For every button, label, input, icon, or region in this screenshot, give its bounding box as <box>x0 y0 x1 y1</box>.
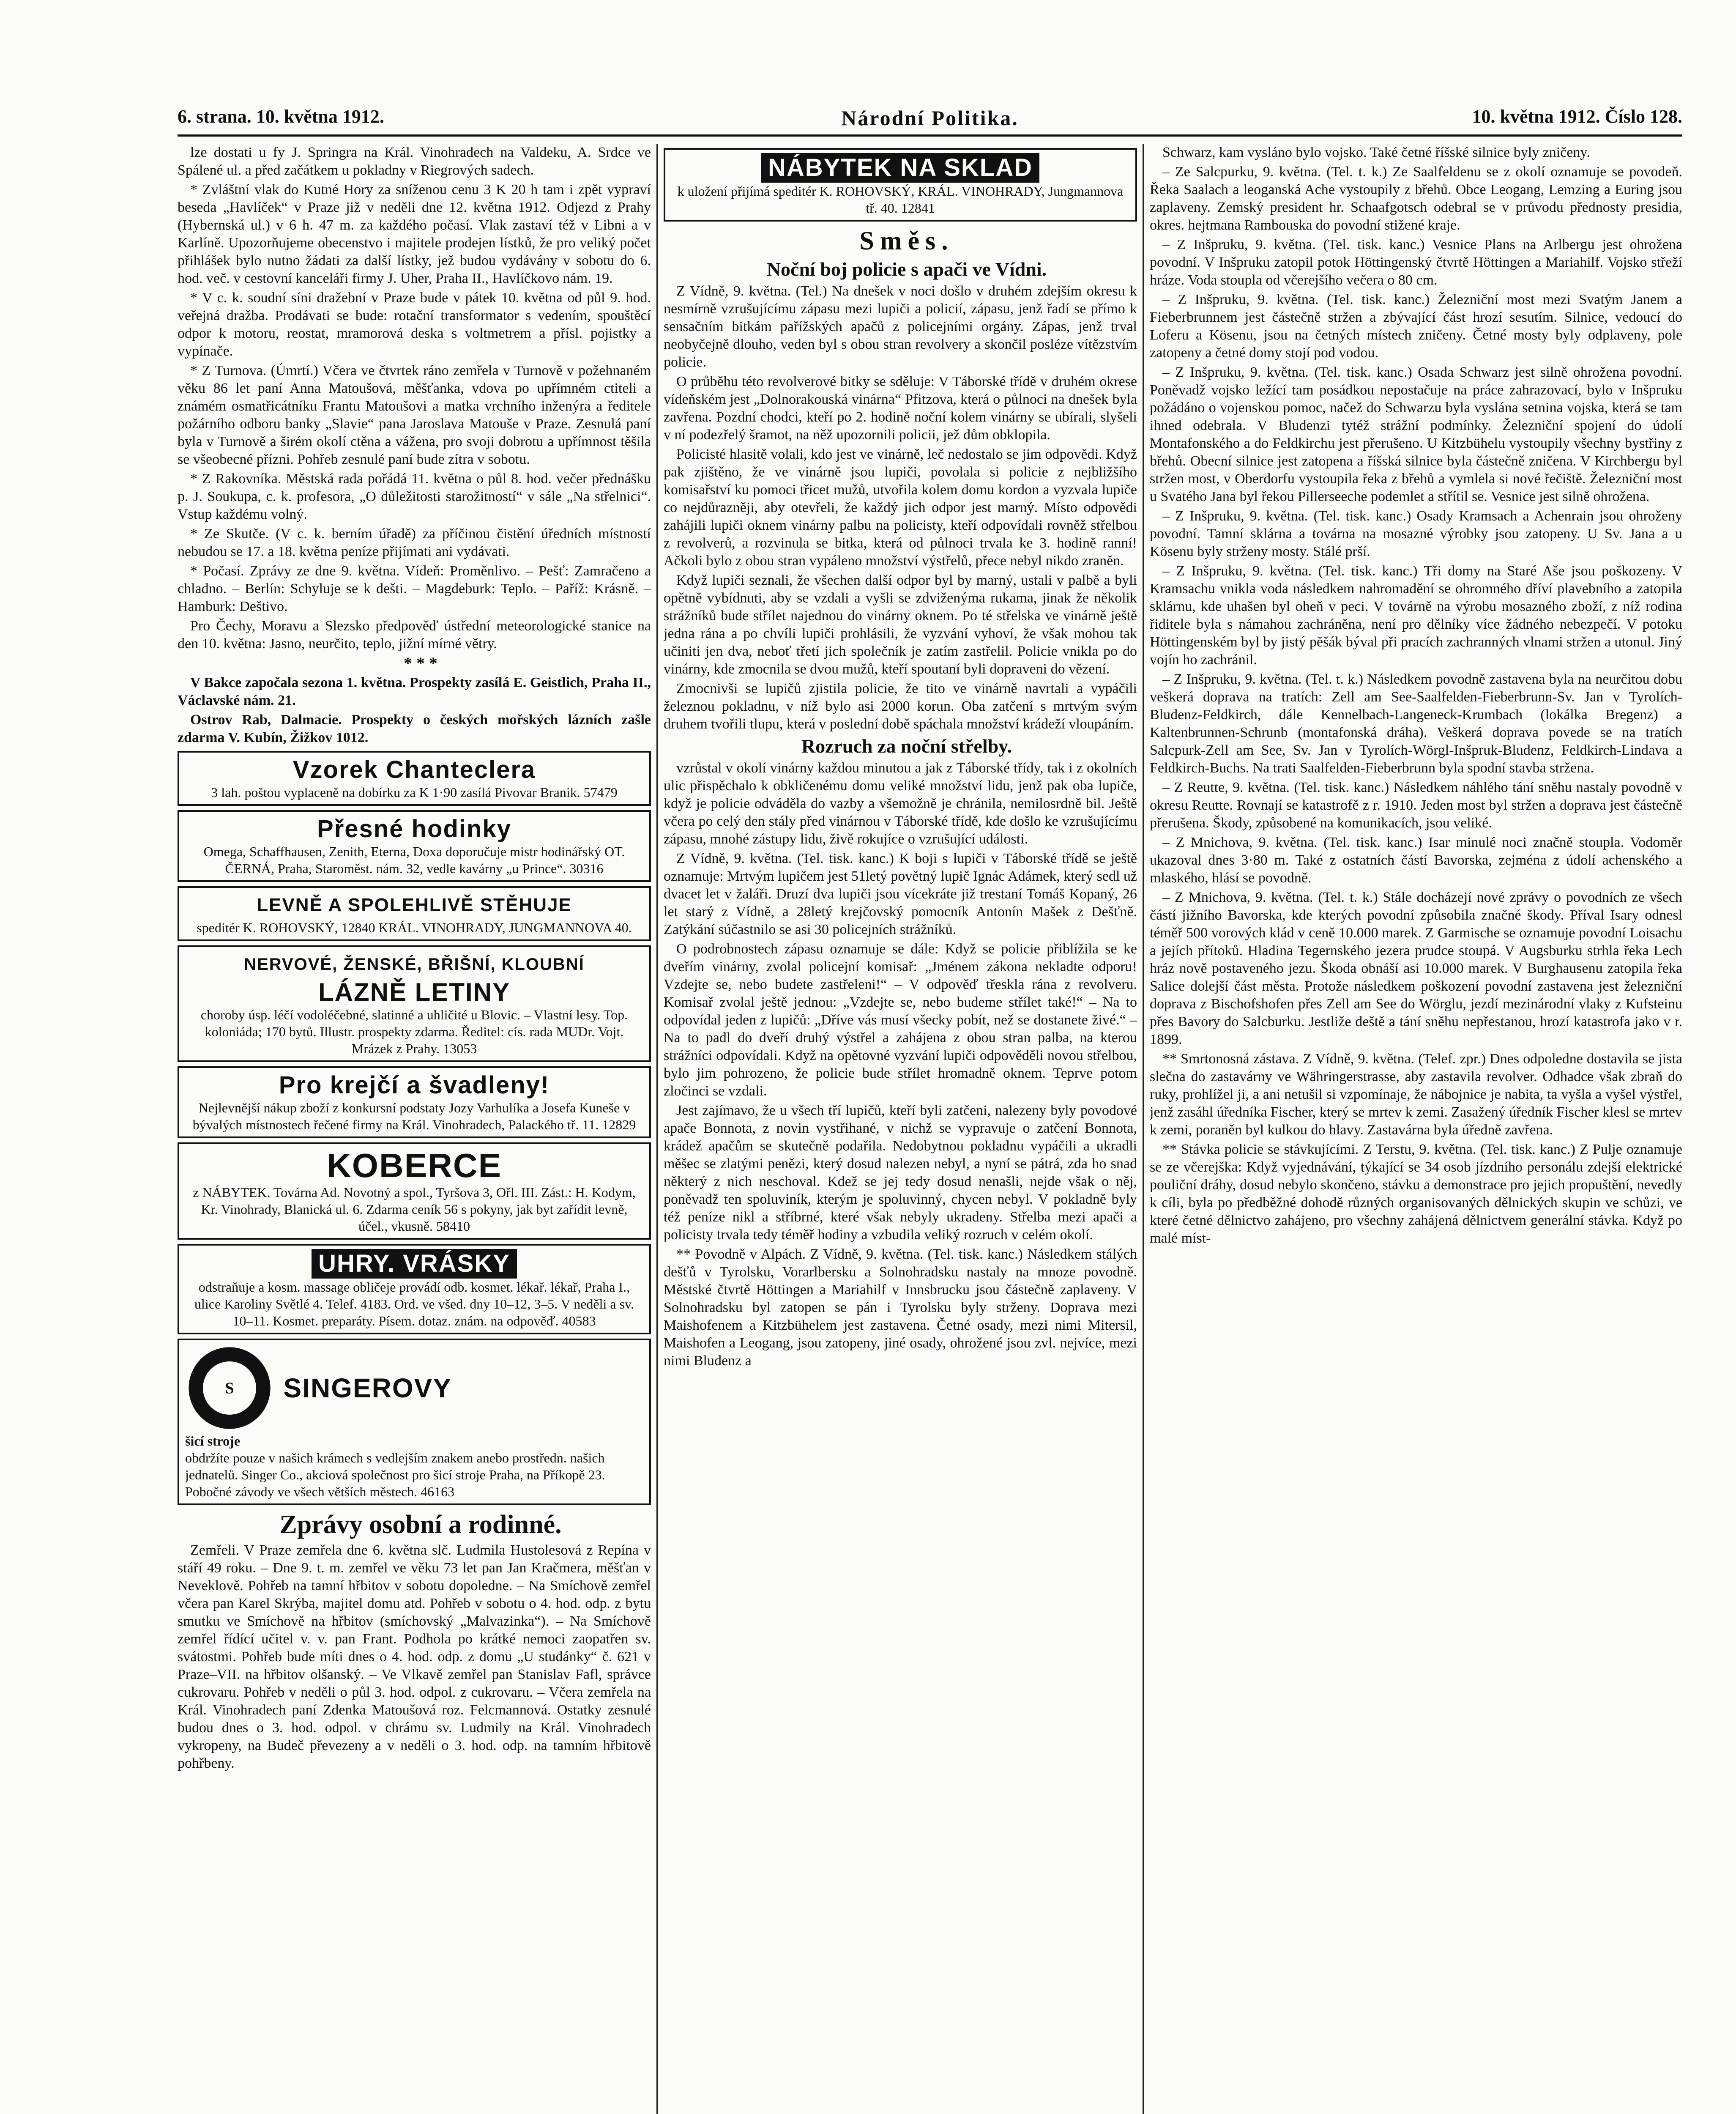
page-header <box>178 106 1682 131</box>
paragraph: Z Vídně, 9. května. (Tel.) Na dnešek v noci došlo v druhém zdejším okresu k nesmírně vzrušujícímu zápasu mezi lupiči a policií, zápasu, jenž řadí se přímo k sensačním bitkám pařížských apačů z policejními orgány. Zápas, jenž trval neobyčejně dlouho, veden byl s obou stran revolvery a skončil posléze vítězstvím policie. <box>664 283 1137 370</box>
separator: * * * <box>404 654 437 673</box>
paragraph: V Bakce započala sezona 1. května. Prospekty zasílá E. Geistlich, Praha II., Václavské nám. 21. <box>178 675 651 708</box>
column-1 <box>178 144 651 2114</box>
paragraph: – Z Mnichova, 9. května. (Tel. tisk. kanc.) Isar minulé noci značně stoupla. Vodoměr ukazoval dnes 3·80 m. Také z ostatních částí Bavorska, zejména z údolí achenského a mlaského, hlásí se povodně. <box>1150 835 1682 886</box>
paragraph: ** Smrtonosná zástava. Z Vídně, 9. května. (Telef. zpr.) Dnes odpoledne dostavila se jista slečna do zastavárny ve Währingerstrasse, aby zastavila revolver. Odhadce však zbraň do ruky, prohlížel ji, a ani netušil si vzpomínaje, že nábojnice je nabita, ta vyšla a vyšel výstřel, jenž zasáhl úředníka Fischer, který se mrtev k zemi. Zasažený úředník Fischer klesl se mrtev k zemi, poraněn byl kulkou do hlavy. Zastavárna byla úředně zavřena. <box>1150 1051 1682 1138</box>
paragraph: – Z Inšpruku, 9. května. (Tel. tisk. kanc.) Osada Schwarz jest silně ohrožena povodní. Poněvadž vojsko ležící tam posádkou nepostačuje na práce zahrazovací, bylo v Inšpruku požádáno o vojenskou pomoc, načež do Schwarzu byla vyslána setnina vojska, která se tam ihned odebrala. V Bludenzi tytéž strážní podmínky. Železniční spojení do údolí Montafonského a do Feldkirchu jest přerušeno. U Kitzbühelu vystoupily všechny bystřiny z břehů. Obecní silnice jest zatopena a říšská silnice byla částečně zničena. V Kirchbergu byl stržen most, v Oberdorfu vystoupila řeka z břehů a vymlela si nové řečiště. Železniční most u Svatého Jana byl řekou Pillerseeche podemlet a střítil se. Vesnice jest silně ohrožena. <box>1150 364 1682 504</box>
column-2 <box>664 144 1137 2114</box>
advertisement-tailors <box>178 1066 651 1138</box>
advertisement-singer <box>178 1339 651 1505</box>
column-3 <box>1150 144 1682 2114</box>
ad-subtitle: šicí stroje <box>185 1433 241 1449</box>
advertisement-cosmetics <box>178 1244 651 1334</box>
header-issue: 10. května 1912. Číslo 128. <box>1472 106 1682 127</box>
advertisement-carpets <box>178 1142 651 1240</box>
article-subheading: Rozruch za noční střelby. <box>801 735 1012 757</box>
ad-title: Pro krejčí a švadleny! <box>279 1071 550 1099</box>
article-heading: Noční boj policie s apači ve Vídni. <box>766 258 1047 280</box>
ad-title: SINGEROVY <box>283 1373 452 1403</box>
ad-title: LEVNĚ A SPOLEHLIVĚ STĚHUJE <box>257 895 572 915</box>
ad-title: NÁBYTEK NA SKLAD <box>761 153 1039 183</box>
paragraph: – Z Inšpruku, 9. května. (Tel. t. k.) Následkem povodně zastavena byla na neurčitou dobu veškerá doprava na tratích: Zell am See-Saalfelden-Fieberbrunn-Sv. Jan v Tyrolích-Bludenz-Feldkirch, dále Kennelbach-Langeneck-Krumbach (lokálka Bregenz) a Kaltenbrunnen-Schrunb (montafonská dráha). Veškerá doprava povede se na tratích Salcpurk-Zell am See, Sv. Jan v Tyrolích-Wörgl-Inšpruk-Bludenz, Feldkirch-Lindava a Feldkirch-Buchs. Na trati Saalfelden-Fieberbrunn byla spodní stavba stržena. <box>1150 671 1682 776</box>
paragraph: * V c. k. soudní síni dražební v Praze bude v pátek 10. května od půl 9. hod. veřejná dražba. Prodávati se bude: rotační transformator s vedením, spouštěcí odpor k motoru, reostat, mramorová deska s voltmetrem a přísl. pojistky a vypínače. <box>178 290 651 359</box>
paragraph: lze dostati u fy J. Springra na Král. Vinohradech na Valdeku, A. Srdce ve Spálené ul. a před začátkem u pokladny v Riegrových sadech. <box>178 145 651 178</box>
paragraph: – Z Reutte, 9. května. (Tel. tisk. kanc.) Následkem náhlého tání sněhu nastaly povodně v okresu Reutte. Rovnají se katastrofě z r. 1910. Jeden most byl stržen a doprava jest částečně přerušena. Škody, způsobené na komunikacích, jsou veliké. <box>1150 780 1682 831</box>
advertisement-watches <box>178 810 651 882</box>
paragraph: * Z Turnova. (Úmrtí.) Včera ve čtvrtek ráno zemřela v Turnově v požehnaném věku 86 let paní Anna Matoušová, měšťanka, vdova po upřímném ctiteli a známém osmatřicátníku Frantu Matoušovi a matka vrchního inženýra a ředitele požárního odboru banky „Slavie“ pana Jaroslava Matouše v Praze. Zesnulá paní byla v Turnově a širém okolí ctěna a vážena, pro svoji dobrotu a upřímnost těšila se všeobecné přízni. Pohřeb zesnulé paní bude zítra v sobotu. <box>178 363 651 467</box>
section-heading: Zprávy osobní a rodinné. <box>279 1510 562 1539</box>
paragraph: Jest zajímavo, že u všech tří lupičů, kteří byli zatčeni, nalezeny byly povodové apače Bonnota, z novin vystřihané, v nichž se vypravuje o zatčení Bonnota, krádež apačům se skutečně podařila. Nedobytnou pokladnu vypáčili a ukradli měšec se zlatými penězi, který dosud nalezen nebyl, a nyní se pátrá, zda ho snad některý z nich neschoval. Kdež se jej tedy dosud nenašli, nejde však o něj, poněvadž ten spoluviník, kterým je spoluvinný, chycen nebyl. V pokladně byly též peníze nikl a stříbrné, které však nebyly ukradeny. Střelba mezi apači a policisty trvala tedy téměř hodiny a vzbudila veliký rozruch v celém okolí. <box>664 1103 1137 1243</box>
ad-title: Vzorek Chanteclera <box>293 756 536 783</box>
paragraph: – Ze Salcpurku, 9. května. (Tel. t. k.) Ze Saalfeldenu se z okolí oznamuje se povodeň. Řeka Saalach a leoganská Ache vystoupily z břehů. Obce Leogang, Lemzing a Euring jsou zaplaveny. Zemský president hr. Schaafgotsch odebral se v průvodu přednosty presidia, okres. hejtmana Rambouska do povodní stižené kraje. <box>1150 164 1682 233</box>
paragraph: Z Vídně, 9. května. (Tel. tisk. kanc.) K boji s lupiči v Táborské třídě se ještě oznamuje: Mrtvým lupičem jest 51letý povětný lupič Ignác Adámek, který sedl už dvacet let v žaláři. Druzí dva lupiči jsou vícekráte již trestaní Tomáš Kopaný, 26 let starý z Vídně, a 28letý krejčovský pomocník Antonín Mašek z Dešťně. Zatýkání súčastnilo se asi 30 policejních strážníků. <box>664 851 1137 937</box>
paragraph: Zemřeli. V Praze zemřela dne 6. května slč. Ludmila Hustolesová z Repína v stáří 49 roku. – Dne 9. t. m. zemřel ve věku 73 let pan Jan Kračmera, měšťan v Neveklově. Pohřeb na tamní hřbitov v sobotu dopoledne. – Na Smíchově zemřel včera pan Karel Skrýba, majitel domu atd. Pohřeb v sobotu o 4. hod. odp. z bytu smutku ve Smíchově na hřbitov (smíchovský „Malvazinka“). – Na Smíchově zemřel řídící učitel v. v. pan Frant. Podhola po krátké nemoci zaopatřen sv. svátostmi. Pohřeb bude míti dnes o 4. hod. odp. z domu „U studánky“ č. 621 v Praze–VII. na hřbitov olšanský. – Ve Vlkavě zemřel pan Stanislav Fafl, správce cukrovaru. Pohřeb v neděli o půl 3. hod. odpol. z cukrovaru. – Včera zemřela na Král. Vinohradech paní Zdenka Matoušová roz. Felcmannová. Ostatky zesnulé budou dnes o 3. hod. odpol. v chrámu sv. Ludmily na Král. Vinohradech vykropeny, na Budeč převezeny a v neděli o 3. hod. odp. na tamním hřbitově pohřbeny. <box>178 1542 651 1771</box>
paragraph: Schwarz, kam vysláno bylo vojsko. Také četné říšské silnice byly zničeny. <box>1162 145 1590 160</box>
ad-text: 3 lah. poštou vyplaceně na dobírku za K 1·90 zasílá Pivovar Branik. 57479 <box>211 785 618 800</box>
paragraph: ** Povodně v Alpách. Z Vídně, 9. května. (Tel. tisk. kanc.) Následkem stálých dešťů v Tyrolsku, Vorarlbersku a Solnohradsku nastaly na mnoze povodně. Městské čtvrtě Höttingen a Mariahilf v Innsbrucku jsou částečně zaplaveny. V Solnohradsku byl zatopen se pán i Tyrolsku byly strženy. Doprava mezi Maishofenem a Kitzbühelem jest zastavena. Četné osady, mezi nimi Mitersil, Maishofen a Leogang, jsou zatopeny, jiné osady, ohrožené jsou zvl. nejvíce, mezi nimi Bludenz a <box>664 1246 1137 1369</box>
ad-text: z NÁBYTEK. Továrna Ad. Novotný a spol., Tyršova 3, Ořl. III. Zást.: H. Kodym, Kr. Vinohrady, Blanická ul. 6. Zdarma ceník 56 s pokyny, jak byt zařídit levně, účel., vkusně. 58410 <box>193 1185 636 1234</box>
paragraph: vzrůstal v okolí vinárny každou minutou a jak z Táborské třídy, tak i z okolních ulic přispěchalo k obkličenému domu veliké množství lidu, jenž pak oba lupiče, když je policie odváděla do vazby a všemožně je chránila, nemilosrdně bil. Ještě včera po celý den stály před vinárnou v Táborské třídě, kde došlo ke vzrušujícímu zápasu, mnohé zástupy lidu, živě rokujíce o vzrušující události. <box>664 760 1137 847</box>
header-masthead: Národní Politika. <box>841 106 1019 130</box>
ad-text: odstraňuje a kosm. massage obličeje provádí odb. kosmet. lékař. lékař, Praha I., ulice Karoliny Světlé 4. Telef. 4183. Ord. ve všed. dny 10–12, 3–5. V neděli a sv. 10–11. Kosmet. preparáty. Písem. dotaz. znám. na odpověď. 40583 <box>194 1279 634 1328</box>
header-page-date: 6. strana. 10. května 1912. <box>178 106 384 127</box>
ad-text: obdržíte pouze v našich krámech s vedlejším znakem anebo prostředn. našich jednatelů. Singer Co., akciová společnost pro šicí stroje Praha, na Příkopě 23. Pobočné závody ve všech větších městech. 46163 <box>185 1450 605 1499</box>
ad-text: Nejlevnější nákup zboží z konkursní podstaty Jozy Varhulíka a Josefa Kuneše v bývalých místnostech řečené firmy na Král. Vinohradech, Palackého tř. 11. 12829 <box>192 1100 636 1132</box>
column-divider <box>656 144 658 2114</box>
paragraph: Když lupiči seznali, že všechen další odpor byl by marný, ustali v palbě a byli opětně vybídnuti, aby se vzdali a vyšli se zdviženýma rukama, jinak že několik strážníků bude střílet najednou do vinárny oknem. Po té střelska ve vinárně ještě jedna rána a po chvíli lupiči prohlásili, že vyzvání vyhoví, že však mohou tak učiniti jen dva, neboť třetí jich společník je zatím zastřelil. Policie vnikla po do vinárny, kde zmocnila se dvou mužů, kteří spoutaní byli dopraveni do vězení. <box>664 572 1137 677</box>
advertisement-spa <box>178 945 651 1062</box>
ad-subtitle: LÁZNĚ LETINY <box>318 978 510 1006</box>
paragraph: O podrobnostech zápasu oznamuje se dále: Když se policie přiblížila se ke dveřím vinárny, zvolal policejní komisař: „Jménem zákona nekladte odporu! Vzdejte se, nebo budete zastřeleni!“ – V odpověď třeskla rána z revolveru. Komisař zvolal ještě jednou: „Vzdejte se, nebo budeme střílet také!“ – Na to odpovídal jeden z lupičů: „Dříve vás musí všecky pobít, než se dostanete živé.“ – Na to padl do dveří druhý výstřel a zahájena z obou stran palba, na kterou strážníci odpovídali. Když na opětovné vyzvání lupiči odpověděli novou střelbou, bylo jim pohrozeno, že policie bude střílet hromadně oknem. Teprve potom zločinci se vzdali. <box>664 941 1137 1099</box>
paragraph: Policisté hlasitě volali, kdo jest ve vinárně, leč nedostalo se jim odpovědi. Když pak zjištěno, že ve vinárně jsou lupiči, povolala si policie z nejbližšího komisařství ku pomoci třicet mužů, utvořila kolem domu kordon a vyzvala lupiče co nejdůrazněji, aby otevřeli, že každý jich odpor jest marný. Místo odpovědi zahájili lupiči oknem vinárny palbu na policisty, kteří odpovídali rovněž střelbou z revolverů, a rozvinula se bitka, která od půlnoci trvala ke 3. hodině ranní! Ačkoli bylo z obou stran vypáleno množství výstřelů, přece nebyl nikdo zraněn. <box>664 446 1137 569</box>
section-title: Směs. <box>859 227 954 255</box>
advertisement-chantecler <box>178 751 651 806</box>
column-divider <box>1143 144 1144 2114</box>
ad-text: k uložení přijímá speditér K. ROHOVSKÝ, KRÁL. VINOHRADY, Jungmannova tř. 40. 12841 <box>677 183 1124 216</box>
ad-title: UHRY. VRÁSKY <box>312 1249 517 1279</box>
paragraph: O průběhu této revolverové bitky se sděluje: V Táborské třídě v druhém okrese vídeňském jest „Dolnorakouská vinárna“ Pfitzova, která o půlnoci na dnešek byla zavřena. Pozdní chodci, kteří po 2. hodině noční kolem vinárny se ubírali, slyšeli v ní podezřelý šramot, na něž upozornili policii, jež dům obklopila. <box>664 374 1137 443</box>
paragraph: * Ze Skutče. (V c. k. berním úřadě) za příčinou čistění úředních místností nebudou se 17. a 18. května peníze přijímati ani vydávati. <box>178 526 651 559</box>
paragraph: * Zvláštní vlak do Kutné Hory za sníženou cenu 3 K 20 h tam i zpět vypraví beseda „Havlíček“ v Praze již v neděli dne 12. května 1912. Odjezd z Prahy (Hybernská ul.) v 6 h. 47 m. za každého počasí. Vlak zastaví též v Libni a v Karlíně. Upozorňujeme obecenstvo i majitele prodejen lístků, že pro veliký počet přihlášek bylo nutno žádati za další lístky, jež budou vydávány v sobotu do 6. hod. več. v cestovní kanceláři firmy J. Uher, Praha II., Havlíčkovo nám. 19. <box>178 182 651 286</box>
paragraph: ** Stávka policie se stávkujícími. Z Terstu, 9. května. (Tel. tisk. kanc.) Z Pulje oznamuje se ze včerejška: Když vyjednávání, týkající se 34 osob jízdního personálu zdejší elektrické pouliční dráhy, dosud nebylo skončeno, stávku a demonstrace pro jejich propuštění, nevedly k cíli, byla po předběžné dohodě různých organisovaných dělnických skupin ve schůzi, ve které četné dělnictvo zahájeno, pro všechny zahájená dělnictvem generální stávka. Když po malé míst- <box>1150 1142 1682 1246</box>
paragraph: – Z Inšpruku, 9. května. (Tel. tisk. kanc.) Tři domy na Staré Aše jsou poškozeny. V Kramsachu vnikla voda následkem nahromadění se ohromného dříví plavebního a zatopila sklárnu, kde uhašen byl oheň v peci. V továrně na výrobu mosazného zboží, z níž rodina řiditele byla s námahou zachráněna, není pro dělníky více žádného nebezpečí. V potoku Höttingenském byl by jistý pěšák býval při pracích zachranných vlnami stržen a utonul. Jiný vojín ho zachránil. <box>1150 563 1682 668</box>
paragraph: – Z Inšpruku, 9. května. (Tel. tisk. kanc.) Železniční most mezi Svatým Janem a Fieberbrunnem jest částečně stržen a zbývající část hrozí sesutím. Silnice, vedoucí do Loferu a Kösenu, jsou na četných místech zničeny. Četné mosty byly odplaveny, pole zatopeny a četné domy stojí pod vodou. <box>1150 292 1682 361</box>
header-rule <box>178 134 1682 137</box>
paragraph: – Z Mnichova, 9. května. (Tel. t. k.) Stále docházejí nové zprávy o povodních ze všech částí jižního Bavorska, kde kterých povodní způsobila značné škody. Příval Isary odnesl téměř 500 vorových klád v ceně 10.000 marek. Z Garmische se oznamuje povodní Loisachu a jejích přítoků. Hladina Tegernského jezera prudce stoupá. V Augsburku strhla řeka Lech hráz nově postaveného jezu. Škoda obnáší asi 10.000 marek. V Burghausenu zatopila řeka Salice dolejší část města. Protože následkem poškození povodní zastavena jest železniční doprava z Bischofshofen přes Zell am See do Wörglu, jezdí mezinárodní vlaky z Kufsteinu přes Bavory do Salcburku. Jestliže deště a tání sněhu nepřestanou, hrozí katastrofa jako v r. 1899. <box>1150 890 1682 1047</box>
paragraph: Zmocnivši se lupičů zjistila policie, že tito ve vinárně navrtali a vypáčili železnou pokladnu, v níž bylo asi 2000 korun. Oba zatčení s mrtvým svým druhem tvořili tlupu, která v poslední době spáchala množství krádeží vloupáním. <box>664 681 1137 732</box>
svg-text:S: S <box>225 1379 234 1397</box>
ad-title: Přesné hodinky <box>317 815 511 843</box>
ad-title: KOBERCE <box>326 1147 502 1184</box>
advertisement-furniture-storage <box>664 148 1137 222</box>
paragraph: Ostrov Rab, Dalmacie. Prospekty o českých mořských lázních zašle zdarma V. Kubín, Žižkov 1012. <box>178 712 651 745</box>
ad-text: speditér K. ROHOVSKÝ, 12840 KRÁL. VINOHRADY, JUNGMANNOVA 40. <box>197 920 632 935</box>
advertisement-moving <box>178 886 651 941</box>
paragraph: – Z Inšpruku, 9. května. (Tel. tisk. kanc.) Vesnice Plans na Arlbergu jest ohrožena povodní. V Inšpruku zatopil potok Höttingenský čtvrtě Höttingen a Mariahilf. Vojsko střeží hráze. Voda stoupla od včerejšího večera o 80 cm. <box>1150 237 1682 288</box>
paragraph: * Z Rakovníka. Městská rada pořádá 11. května o půl 8. hod. večer přednášku p. J. Soukupa, c. k. profesora, „O důležitosti starožitností“ v sále „Na střelnici“. Vstup každému volný. <box>178 471 651 522</box>
paragraph: * Počasí. Zprávy ze dne 9. května. Vídeň: Proměnlivo. – Pešť: Zamračeno a chladno. – Berlín: Schyluje se k dešti. – Magdeburk: Teplo. – Paříž: Krásně. – Hamburk: Deštivo. <box>178 563 651 614</box>
paragraph: Pro Čechy, Moravu a Slezsko předpověď ústřední meteorologické stanice na den 10. května: Jasno, neurčito, teplo, jižní mírné větry. <box>178 618 651 652</box>
singer-logo-icon <box>185 1344 274 1432</box>
ad-text: choroby úsp. léčí vodoléčebné, slatinné a uhličité u Blovic. – Vlastní lesy. Top. koloniáda; 170 bytů. Illustr. prospekty zdarma. Ředitel: cís. rada MUDr. Vojt. Mrázek z Prahy. 13053 <box>200 1007 628 1056</box>
paragraph: – Z Inšpruku, 9. května. (Tel. tisk. kanc.) Osady Kramsach a Achenrain jsou ohroženy povodní. Tamní sklárna a továrna na mosazné výrobky jsou zatopeny. U Sv. Jana a u Kösenu byly strženy mosty. Stálé prší. <box>1150 508 1682 559</box>
ad-text: Omega, Schaffhausen, Zenith, Eterna, Doxa doporučuje mistr hodinářský OT. ČERNÁ, Praha, Staroměst. nám. 32, vedle kavárny „u Prince“. 30316 <box>203 844 625 876</box>
ad-title: NERVOVÉ, ŽENSKÉ, BŘIŠNÍ, KLOUBNÍ <box>244 955 585 974</box>
